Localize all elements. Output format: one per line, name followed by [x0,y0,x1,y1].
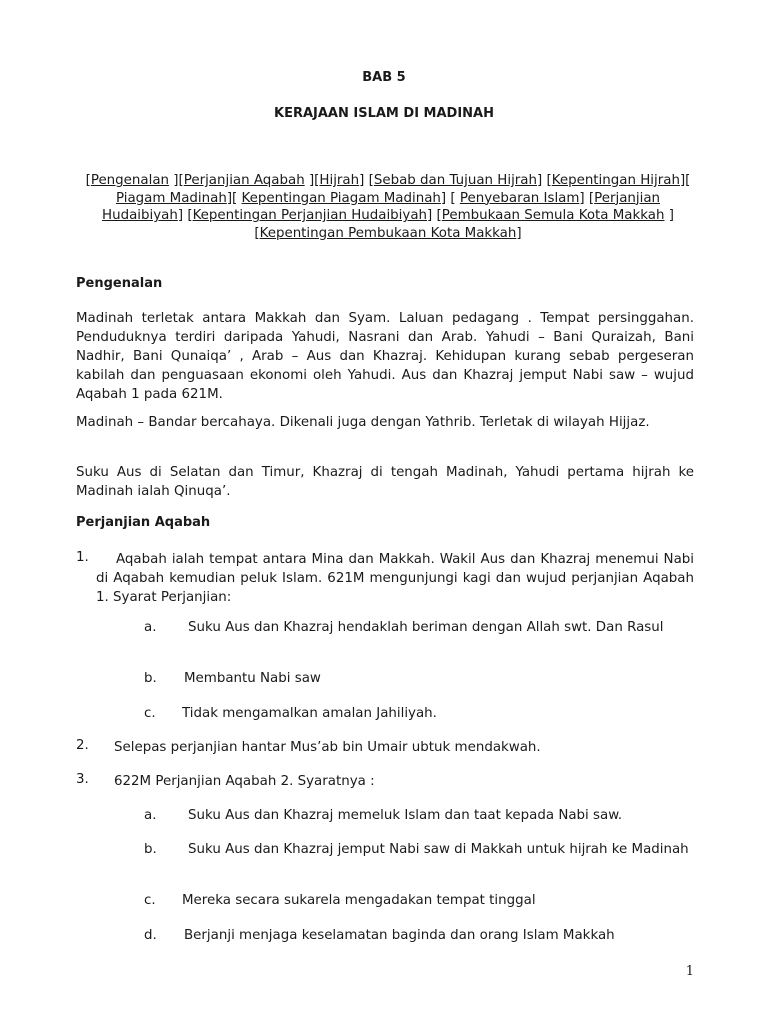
list-item-text: Aqabah ialah tempat antara Mina dan Makkah. Wakil Aus dan Khazraj menemui Nabi di Aqabah kemudian peluk Islam. 621M mengunjungi kagi dan wujud perjanjian Aqabah 1. Syarat Perjanjian: [96,552,694,605]
sub-item-letter: b. [144,842,157,857]
list-item-text: 622M Perjanjian Aqabah 2. Syaratnya : [114,774,375,789]
chapter-label: BAB 5 [362,70,406,85]
sub-item-text: Berjanji menjaga keselamatan baginda dan orang Islam Makkah [184,928,615,943]
sub-item-letter: d. [144,928,157,943]
sub-item-text: Suku Aus dan Khazraj memeluk Islam dan taat kepada Nabi saw. [188,808,623,823]
sub-item-letter: a. [144,808,157,823]
nav-link-pengenalan[interactable]: Pengenalan [90,173,170,188]
sub-item-text: Mereka secara sukarela mengadakan tempat tinggal [182,893,536,908]
sub-item-text: Tidak mengamalkan amalan Jahiliyah. [182,706,437,721]
sub-item-text: Membantu Nabi saw [184,671,321,686]
nav-link-kepentingan-perjanjian-hudaibiyah[interactable]: Kepentingan Perjanjian Hudaibiyah [192,208,428,223]
chapter-title: KERAJAAN ISLAM DI MADINAH [274,106,494,121]
sub-item-text: Suku Aus dan Khazraj jemput Nabi saw di Makkah untuk hijrah ke Madinah [188,842,689,857]
nav-link-pembukaan-semula-kota-makkah[interactable]: Pembukaan Semula Kota Makkah [441,208,665,223]
nav-link-penyebaran-islam[interactable]: Penyebaran Islam [459,190,580,206]
list-item-text: Selepas perjanjian hantar Mus’ab bin Umair ubtuk mendakwah. [114,740,541,755]
nav-link-hijrah[interactable]: Hijrah [319,173,360,188]
sub-item-letter: c. [144,893,156,908]
nav-link-perjanjian-aqabah[interactable]: Perjanjian Aqabah [183,173,305,188]
nav-link-kepentingan-hijrah[interactable]: Kepentingan Hijrah [551,173,680,188]
list-number: 2. [76,738,89,753]
sub-item-text: Suku Aus dan Khazraj hendaklah beriman dengan Allah swt. Dan Rasul [188,620,664,635]
nav-link-piagam-madinah[interactable]: Piagam Madinah [115,190,227,206]
list-number: 3. [76,772,89,787]
sub-item-letter: c. [144,706,156,721]
sub-item-letter: b. [144,671,157,686]
paragraph-pengenalan-1: Madinah terletak antara Makkah dan Syam. Laluan pedagang . Tempat persinggahan. Penduduknya terdiri daripada Yahudi, Nasrani dan Arab. Yahudi – Bani Quraizah, Bani Nadhir, Bani Qunaiqa’ , Arab – Aus dan Khazraj. Kehidupan kurang sebab pergeseran kabilah dan penguasaan ekonomi oleh Yahudi. Aus dan Khazraj jemput Nabi saw – wujud Aqabah 1 pada 621M. [76,311,694,402]
list-number: 1. [76,550,89,565]
section-heading-pengenalan: Pengenalan [76,276,163,291]
page-number: 1 [685,964,694,979]
nav-link-kepentingan-pembukaan-kota-makkah[interactable]: Kepentingan Pembukaan Kota Makkah [259,225,517,241]
section-heading-perjanjian-aqabah: Perjanjian Aqabah [76,515,211,530]
paragraph-pengenalan-3: Suku Aus di Selatan dan Timur, Khazraj di tengah Madinah, Yahudi pertama hijrah ke Madinah ialah Qinuqa’. [76,465,694,499]
nav-link-sebab-tujuan-hijrah[interactable]: Sebab dan Tujuan Hijrah [373,173,538,188]
sub-item-letter: a. [144,620,157,635]
nav-link-perjanjian-hudaibiyah[interactable]: Perjanjian Hudaibiyah [102,190,661,223]
nav-link-kepentingan-piagam-madinah[interactable]: Kepentingan Piagam Madinah [241,190,441,206]
topic-nav: [Pengenalan ][Perjanjian Aqabah ][Hijrah] [Sebab dan Tujuan Hijrah] [Kepentingan Hijrah][ Piagam Madinah][ Kepentingan Piagam Madinah] [ Penyebaran Islam] [Perjanjian Hudaibiyah] [Kepentingan Perjanjian Hudaibiyah] [Pembukaan Semula Kota Makkah ][Kepentingan Pembukaan Kota Makkah] [85,173,691,241]
paragraph-pengenalan-2: Madinah – Bandar bercahaya. Dikenali juga dengan Yathrib. Terletak di wilayah Hijjaz. [76,415,650,430]
